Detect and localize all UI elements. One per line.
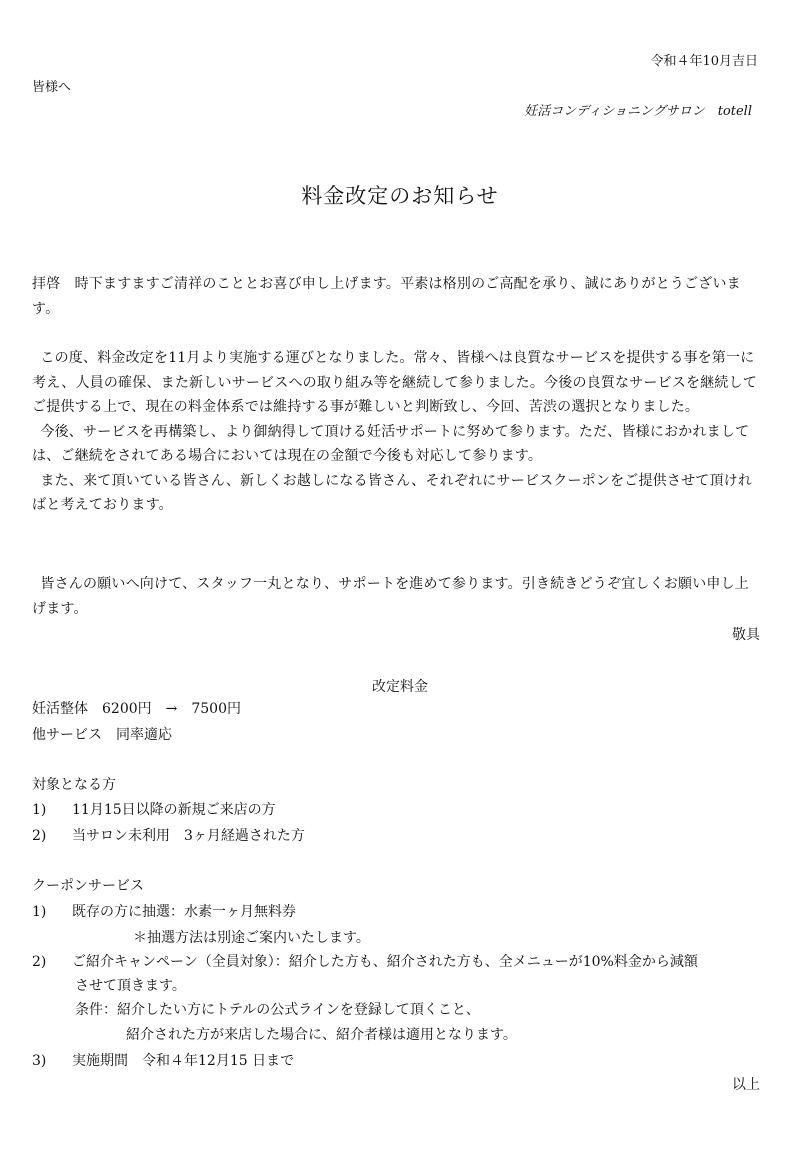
list-number: 1) <box>32 904 47 920</box>
coupon-heading: クーポンサービス <box>32 878 144 894</box>
paragraph-close: 皆さんの願いへ向けて、スタッフ一丸となり、サポートを進めて参ります。引き続きどうぞ宜しくお願い申し上げます。 <box>32 576 749 617</box>
sender: 妊活コンディショニングサロン totell <box>524 104 752 119</box>
list-text: 11月15日以降の新規ご来店の方 <box>72 802 276 818</box>
list-number: 3) <box>32 1053 47 1069</box>
list-text: 既存の方に抽選：水素一ヶ月無料券 <box>72 904 296 920</box>
revised-fee-price: 妊活整体 6200円 → 7500円 <box>32 701 241 717</box>
paragraph-continue: 今後、サービスを再構築し、より御納得して頂ける妊活サポートに努めて参ります。ただ、皆様におかれましては、ご継続をされてある場合においては現在の金額で今後も対応して参ります。 <box>32 423 750 464</box>
coupon-item-1-note: ＊抽選方法は別途ご案内いたします。 <box>133 930 370 946</box>
coupon-item-2-line2: させて頂きます。 <box>75 978 186 994</box>
closing-word: 敬具 <box>732 627 760 643</box>
eligibility-item-1 <box>32 799 276 819</box>
recipient: 皆様へ <box>32 80 72 95</box>
eligibility-heading: 対象となる方 <box>32 777 116 793</box>
date: 令和４年10月吉日 <box>650 54 758 69</box>
coupon-item-3 <box>32 1050 294 1070</box>
main-paragraph-block <box>32 346 762 518</box>
coupon-item-2 <box>32 951 698 971</box>
coupon-item-2-condition-1: 条件：紹介したい方にトテルの公式ラインを登録して頂くこと、 <box>75 1002 480 1018</box>
eligibility-item-2 <box>32 825 305 845</box>
list-text: ご紹介キャンペーン（全員対象）：紹介した方も、紹介された方も、全メニューが10%料金から減額 <box>72 954 698 970</box>
greeting-paragraph: 拝啓 時下ますますご清祥のこととお喜び申し上げます。平素は格別のご高配を承り、誠にありがとうございます。 <box>32 276 741 317</box>
coupon-item-2-condition-2: 紹介された方が来店した場合に、紹介者様は適用となります。 <box>126 1027 517 1043</box>
revised-fee-heading: 改定料金 <box>372 679 428 695</box>
list-number: 2) <box>32 828 47 844</box>
list-text: 当サロン未利用 3ヶ月経過された方 <box>72 828 305 844</box>
paragraph-coupon: また、来て頂いている皆さん、新しくお越しになる皆さん、それぞれにサービスクーポンをご提供させて頂ければと考えております。 <box>32 472 753 513</box>
revised-fee-other: 他サービス 同率適応 <box>32 727 172 743</box>
coupon-item-1 <box>32 901 296 921</box>
list-number: 2) <box>32 954 47 970</box>
paragraph-main: この度、料金改定を11月より実施する運びとなりました。常々、皆様へは良質なサービスを提供する事を第一に考え、人員の確保、また新しいサービスへの取り組み等を継続して参りました。今後の良質なサービスを継続してご提供する上で、現在の料金体系では維持する事が難しいと判断致し、今回、苦渋の選択となりました。 <box>32 350 758 415</box>
list-text: 実施期間 令和４年12月15 日まで <box>72 1053 295 1069</box>
list-number: 1) <box>32 802 47 818</box>
end-mark: 以上 <box>732 1077 760 1093</box>
document-title: 料金改定のお知らせ <box>301 184 499 208</box>
